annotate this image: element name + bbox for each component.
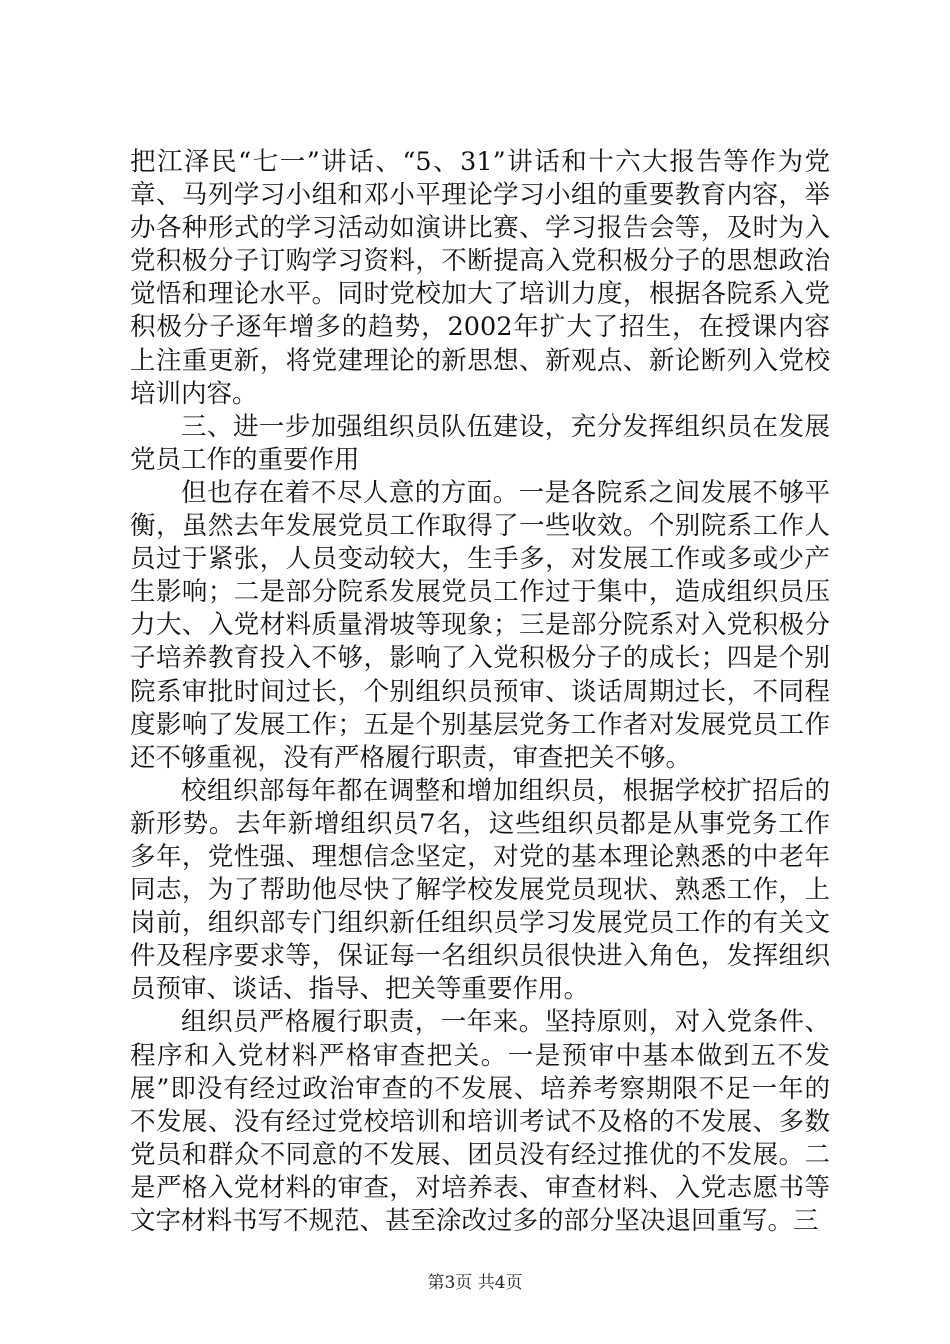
section-heading: 三、进一步加强组织员队伍建设，充分发挥组织员在发展党员工作的重要作用 [130,411,830,475]
page-number-footer: 第3页 共4页 [427,1273,523,1293]
paragraph-shortcomings: 但也存在着不尽人意的方面。一是各院系之间发展不够平衡，虽然去年发展党员工作取得了一些收效。个别院系工作人员过于紧张，人员变动较大，生手多，对发展工作或多或少产生影响；二是部分院系发展党员工作过于集中，造成组织员压力大、入党材料质量滑坡等现象；三是部分院系对入党积极分子培养教育投入不够，影响了入党积极分子的成长；四是个别院系审批时间过长，个别组织员预审、谈话周期过长，不同程度影响了发展工作；五是个别基层党务工作者对发展党员工作还不够重视，没有严格履行职责，审查把关不够。 [130,477,830,773]
paragraph-continuation: 把江泽民“七一”讲话、“5、31”讲话和十六大报告等作为党章、马列学习小组和邓小平理论学习小组的重要教育内容，举办各种形式的学习活动如演讲比赛、学习报告会等，及时为入党积极分子订购学习资料，不断提高入党积极分子的思想政治觉悟和理论水平。同时党校加大了培训力度，根据各院系入党积极分子逐年增多的趋势，2002年扩大了招生，在授课内容上注重更新，将党建理论的新思想、新观点、新论断列入党校培训内容。 [130,147,830,409]
paragraph-duties: 组织员严格履行职责，一年来。坚持原则，对入党条件、程序和入党材料严格审查把关。一是预审中基本做到五不发展”即没有经过政治审查的不发展、培养考察期限不足一年的不发展、没有经过党校培训和培训考试不及格的不发展、多数党员和群众不同意的不发展、团员没有经过推优的不发展。二是严格入党材料的审查，对培养表、审查材料、入党志愿书等文字材料书写不规范、甚至涂改过多的部分坚决退回重写。三 [130,1007,830,1236]
document-body [130,146,830,1238]
paragraph-organizers: 校组织部每年都在调整和增加组织员，根据学校扩招后的新形势。去年新增组织员7名，这些组织员都是从事党务工作多年，党性强、理想信念坚定，对党的基本理论熟悉的中老年同志，为了帮助他尽快了解学校发展党员现状、熟悉工作，上岗前，组织部专门组织新任组织员学习发展党员工作的有关文件及程序要求等，保证每一名组织员很快进入角色，发挥组织员预审、谈话、指导、把关等重要作用。 [130,775,830,1005]
